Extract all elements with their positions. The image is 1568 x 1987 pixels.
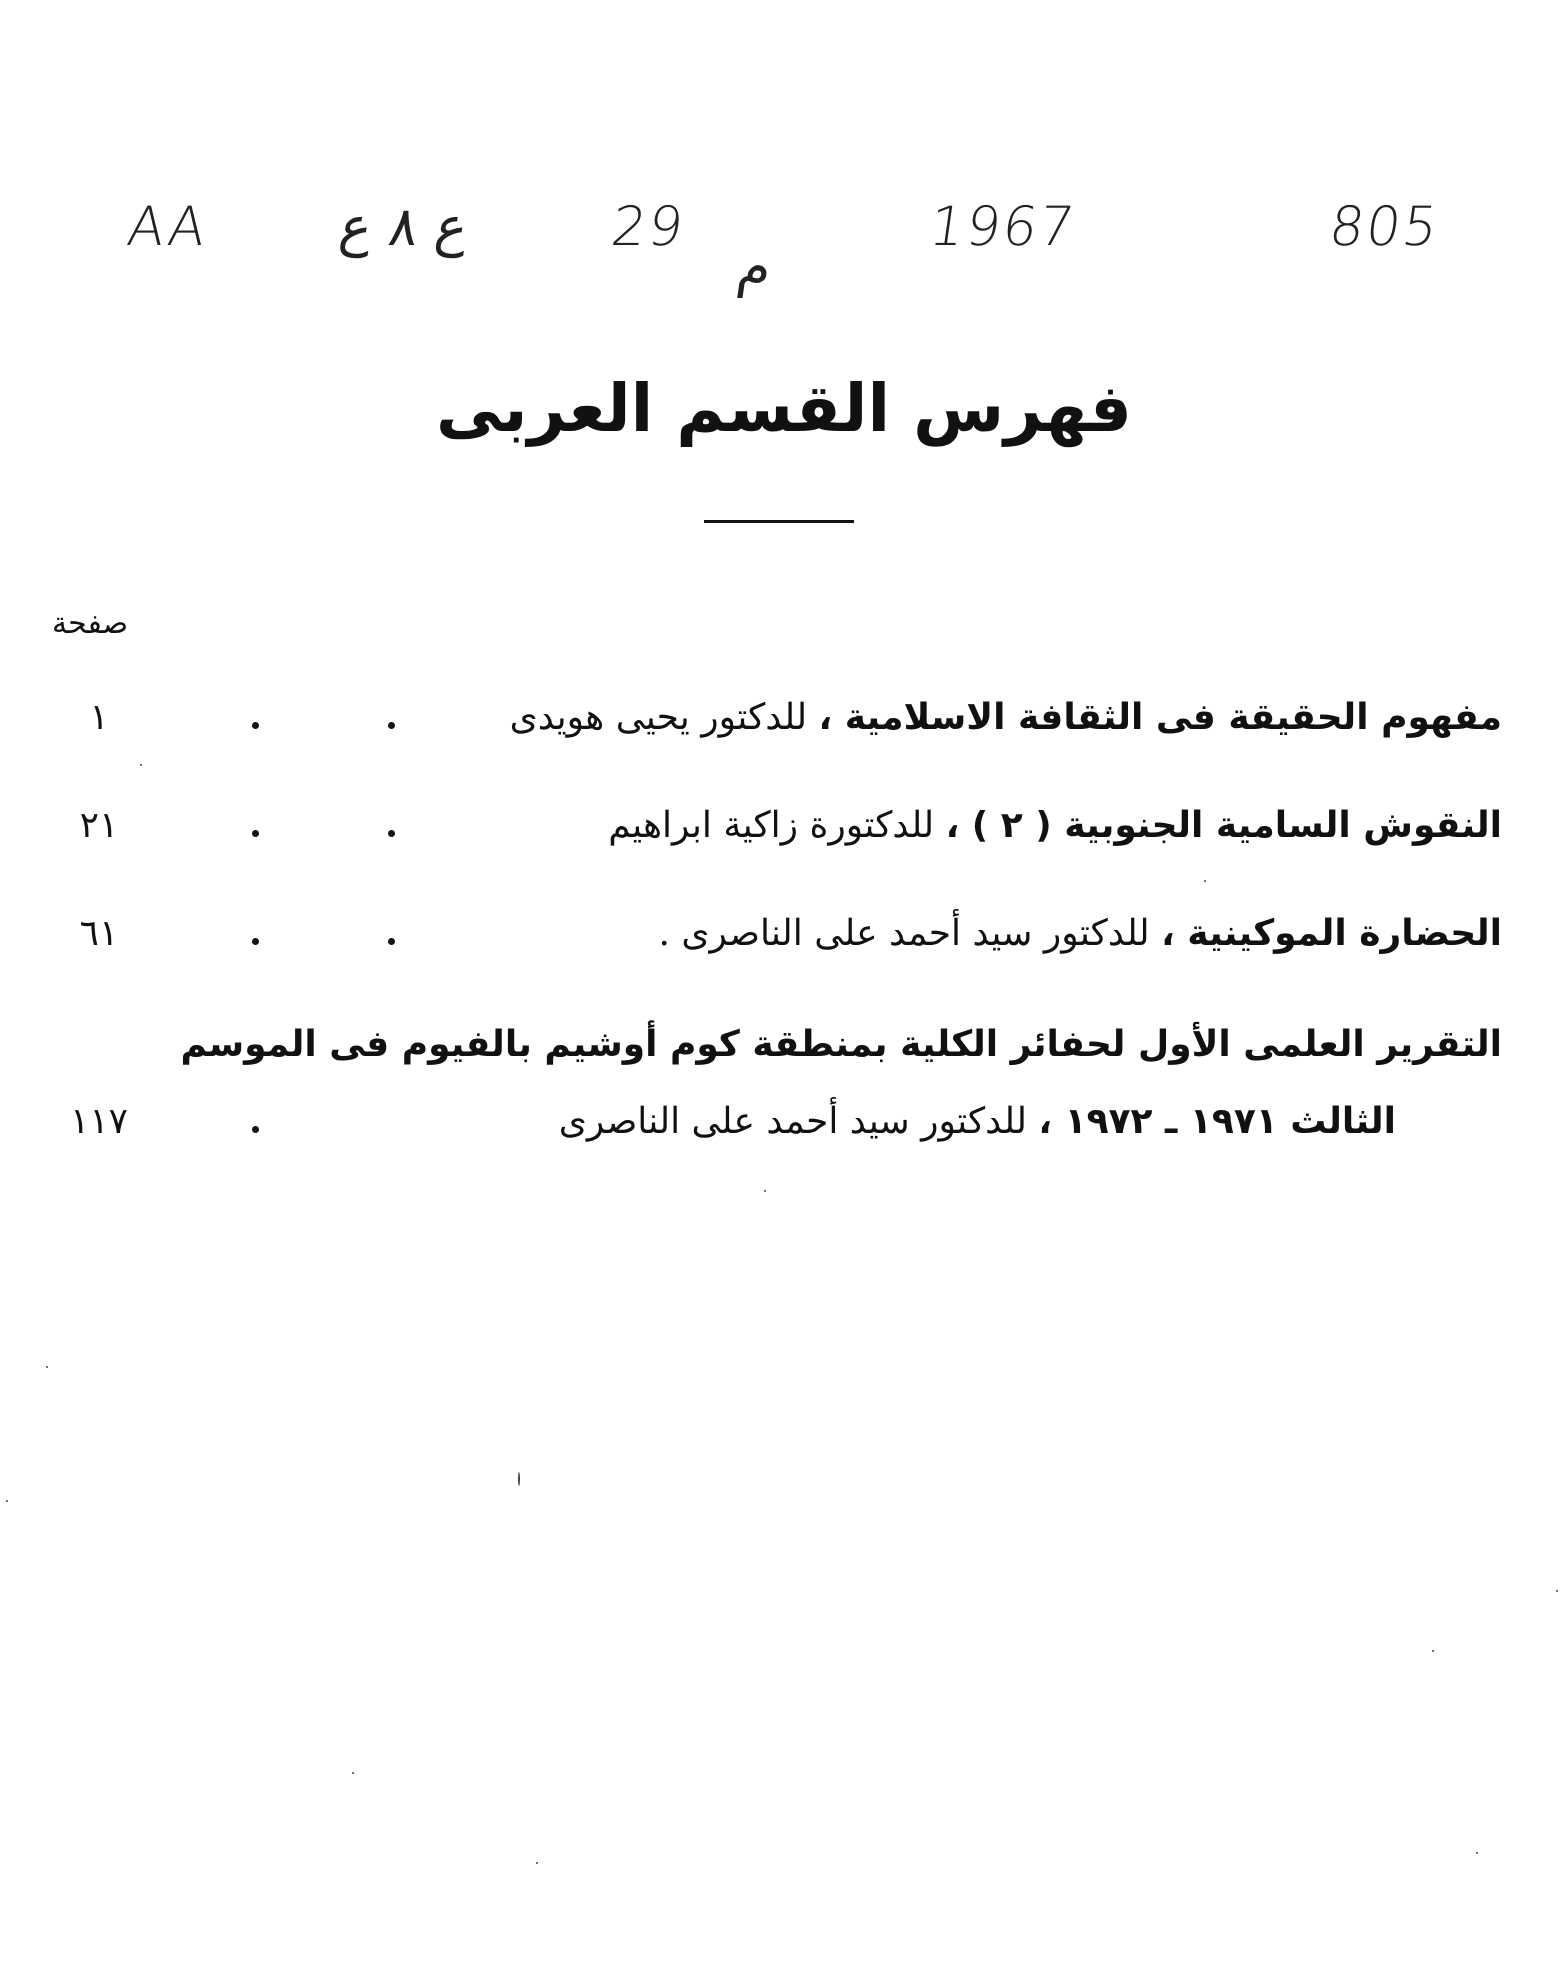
toc-entry-author: للدكتور سيد أحمد على الناصرى	[558, 1101, 1027, 1142]
handwritten-ref-c: 29	[607, 195, 690, 258]
page-title: فهرس القسم العربى	[436, 370, 1132, 447]
toc-entry-author: للدكتور سيد أحمد على الناصرى .	[658, 913, 1150, 954]
toc-entry-text	[559, 1092, 1396, 1152]
scan-speck	[140, 764, 142, 766]
toc-entry-author: للدكتور يحيى هويدى	[509, 697, 808, 738]
leader-dot	[252, 1126, 259, 1133]
scan-speck	[1432, 1650, 1434, 1652]
toc-entry-page: ١	[89, 697, 109, 738]
toc-entry-page: ١١٧	[69, 1101, 128, 1142]
toc-entry-text	[608, 796, 1502, 856]
handwritten-ref-a: AA	[123, 195, 212, 258]
toc-entry-page: ٦١	[79, 913, 119, 954]
toc-entry-title: الحضارة الموكينية ،	[1161, 913, 1502, 954]
toc-entry-1	[0, 688, 1568, 748]
scan-speck	[1556, 1590, 1558, 1592]
toc-entry-4-title-line1: التقرير العلمى الأول لحفائر الكلية بمنطقة كوم أوشيم بالفيوم فى الموسم	[180, 1024, 1502, 1065]
leader-dot	[252, 722, 259, 729]
leader-dot	[388, 722, 395, 729]
toc-entry-text	[658, 904, 1502, 964]
leader-dot	[388, 938, 395, 945]
leader-dot	[252, 830, 259, 837]
toc-entry-text	[510, 688, 1502, 748]
handwritten-ref-e: 1967	[925, 195, 1080, 258]
scan-speck	[536, 1862, 538, 1864]
scan-speck	[352, 1772, 354, 1774]
title-divider	[704, 520, 854, 523]
toc-entry-4	[0, 1092, 1568, 1152]
scan-speck	[6, 1500, 8, 1502]
toc-entry-page: ٢١	[79, 805, 119, 846]
toc-entry-author: للدكتورة زاكية ابراهيم	[608, 805, 935, 846]
scan-speck	[764, 1190, 766, 1192]
leader-dot	[252, 938, 259, 945]
leader-dot	[388, 830, 395, 837]
toc-entry-title: النقوش السامية الجنوبية ( ٢ ) ،	[945, 805, 1502, 846]
handwritten-ref-d: م	[733, 235, 776, 298]
scan-speck	[1476, 1852, 1478, 1854]
toc-entry-3	[0, 904, 1568, 964]
scan-speck	[1204, 880, 1206, 882]
page-column-label: صفحة	[52, 606, 129, 641]
toc-entry-2	[0, 796, 1568, 856]
toc-entry-title: الثالث ١٩٧١ ـ ١٩٧٢ ،	[1038, 1101, 1396, 1142]
scan-speck	[46, 1366, 48, 1368]
scan-speck	[518, 1472, 520, 1486]
handwritten-ref-f: 805	[1325, 195, 1444, 258]
toc-entry-title: مفهوم الحقيقة فى الثقافة الاسلامية ،	[818, 697, 1502, 738]
handwritten-ref-b: ع ٨ ع	[335, 195, 473, 258]
